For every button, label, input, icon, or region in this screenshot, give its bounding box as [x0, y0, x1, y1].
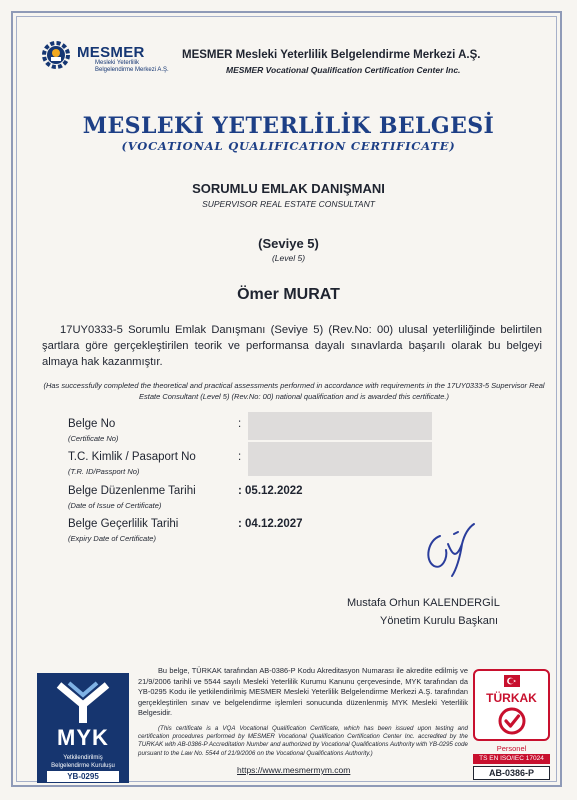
statement-tr: 17UY0333-5 Sorumlu Emlak Danışmanı (Seviye 5) (Rev.No: 00) ulusal yeterliliğinde belirtilen şartlara göre gerçekleştirilen teorik ve performansa dayalı sınavlarda başarılı olarak bu belgeyi almaya hak kazanmıştır.: [42, 324, 542, 368]
signatory-role: Yönetim Kurulu Başkanı: [380, 615, 499, 627]
issue-date-value: : 05.12.2022: [238, 485, 303, 497]
institution-title: MESMER Mesleki Yeterlilik Belgelendirme Merkezi A.Ş.: [182, 49, 481, 61]
turkak-standard: TS EN ISO/IEC 17024: [473, 754, 550, 764]
expiry-date-value: : 04.12.2027: [238, 518, 303, 530]
institution-subtitle: MESMER Vocational Qualification Certification Center Inc.: [226, 65, 461, 75]
certificate-no-sublabel: (Certificate No): [68, 434, 119, 443]
issue-date-sublabel: (Date of Issue of Certificate): [68, 501, 162, 510]
occupation-title: SORUMLU EMLAK DANIŞMANI: [192, 181, 385, 196]
id-number-redacted: [248, 442, 432, 476]
certificate-no-colon: :: [238, 418, 242, 430]
footer-legal-en: (This certificate is a VQA Vocational Qualification Certificate, which has been issued upon testing and certification procedures performed by MESMER Vocational Qualification Certification Center Inc. accredited by the TURKAK with AB-0386-P Accreditation Number and authorized by Vocational Qualifications Authority with YB-0295 code pursuant to the Law No. 5544 of 21/9/2006 on the Vocational Qualifications Authority.): [138, 725, 468, 757]
id-number-colon: :: [238, 451, 242, 463]
turkak-logo: [473, 669, 550, 741]
id-number-label: T.C. Kimlik / Pasaport No: [68, 451, 196, 463]
brand-subtitle-line1: Mesleki Yeterlilik: [95, 60, 140, 66]
signature-icon: [418, 514, 480, 580]
signatory-name: Mustafa Orhun KALENDERGİL: [347, 597, 500, 609]
expiry-date-label: Belge Geçerlilik Tarihi: [68, 518, 179, 530]
myk-wordmark: MYK: [57, 725, 109, 750]
qualification-level-en: (Level 5): [271, 253, 306, 263]
certificate-no-label: Belge No: [68, 418, 116, 430]
turkak-scope: Personel: [496, 744, 527, 753]
expiry-date-sublabel: (Expiry Date of Certificate): [68, 534, 156, 543]
myk-logo: [37, 673, 129, 783]
certificate-title: MESLEKİ YETERLİLİK BELGESİ: [82, 113, 495, 139]
holder-name: Ömer MURAT: [237, 286, 340, 303]
certificate-no-redacted: [248, 412, 432, 440]
statement-en: (Has successfully completed the theoretical and practical assessments performed in accordance with requirements in the 17UY0333-5 Supervisor Real Estate Consultant (Level 5) (Rev.No: 00) national qualification and is awarded this certificate.): [43, 381, 545, 401]
id-number-sublabel: (T.R. ID/Passport No): [68, 467, 140, 476]
turkak-wordmark: TÜRKAK: [486, 691, 537, 705]
certificate-title-en: (VOCATIONAL QUALIFICATION CERTIFICATE): [121, 139, 456, 153]
myk-emblem-icon: [47, 679, 119, 725]
mesmer-gear-logo-icon: [41, 40, 71, 70]
occupation-title-en: SUPERVISOR REAL ESTATE CONSULTANT: [202, 199, 375, 209]
turkish-flag-icon: [504, 675, 520, 687]
issue-date-label: Belge Düzenlenme Tarihi: [68, 485, 196, 497]
brand-name: MESMER: [77, 44, 145, 61]
qualification-level: (Seviye 5): [258, 236, 319, 251]
myk-caption-line1: Yetkilendirilmiş: [63, 755, 103, 761]
accreditation-check-icon: [498, 707, 526, 735]
website-link[interactable]: https://www.mesmermym.com: [237, 765, 351, 775]
myk-code: YB-0295: [47, 771, 119, 782]
myk-caption-line2: Belgelendirme Kuruluşu: [51, 763, 115, 769]
brand-subtitle-line2: Belgelendirme Merkezi A.Ş.: [95, 67, 169, 73]
turkak-accreditation-code: AB-0386-P: [473, 766, 550, 780]
footer-legal-tr: Bu belge, TÜRKAK tarafından AB-0386-P Kodu Akreditasyon Numarası ile akredite edilmiş ve 21/9/2006 tarihli ve 5544 sayılı Mesleki Yeterlilik Kurumu Kanunu çerçevesinde, MYK tarafından da YB-0295 Kodu ile yetkilendirilmiş MESMER Mesleki Yeterlilik Belgelendirme Merkezi A.Ş. tarafından gerçekleştirilen sınav ve belgelendirme işlemleri sonucunda düzenlenmiş MYK Mesleki Yeterlilik Belgesidir.: [138, 666, 468, 717]
